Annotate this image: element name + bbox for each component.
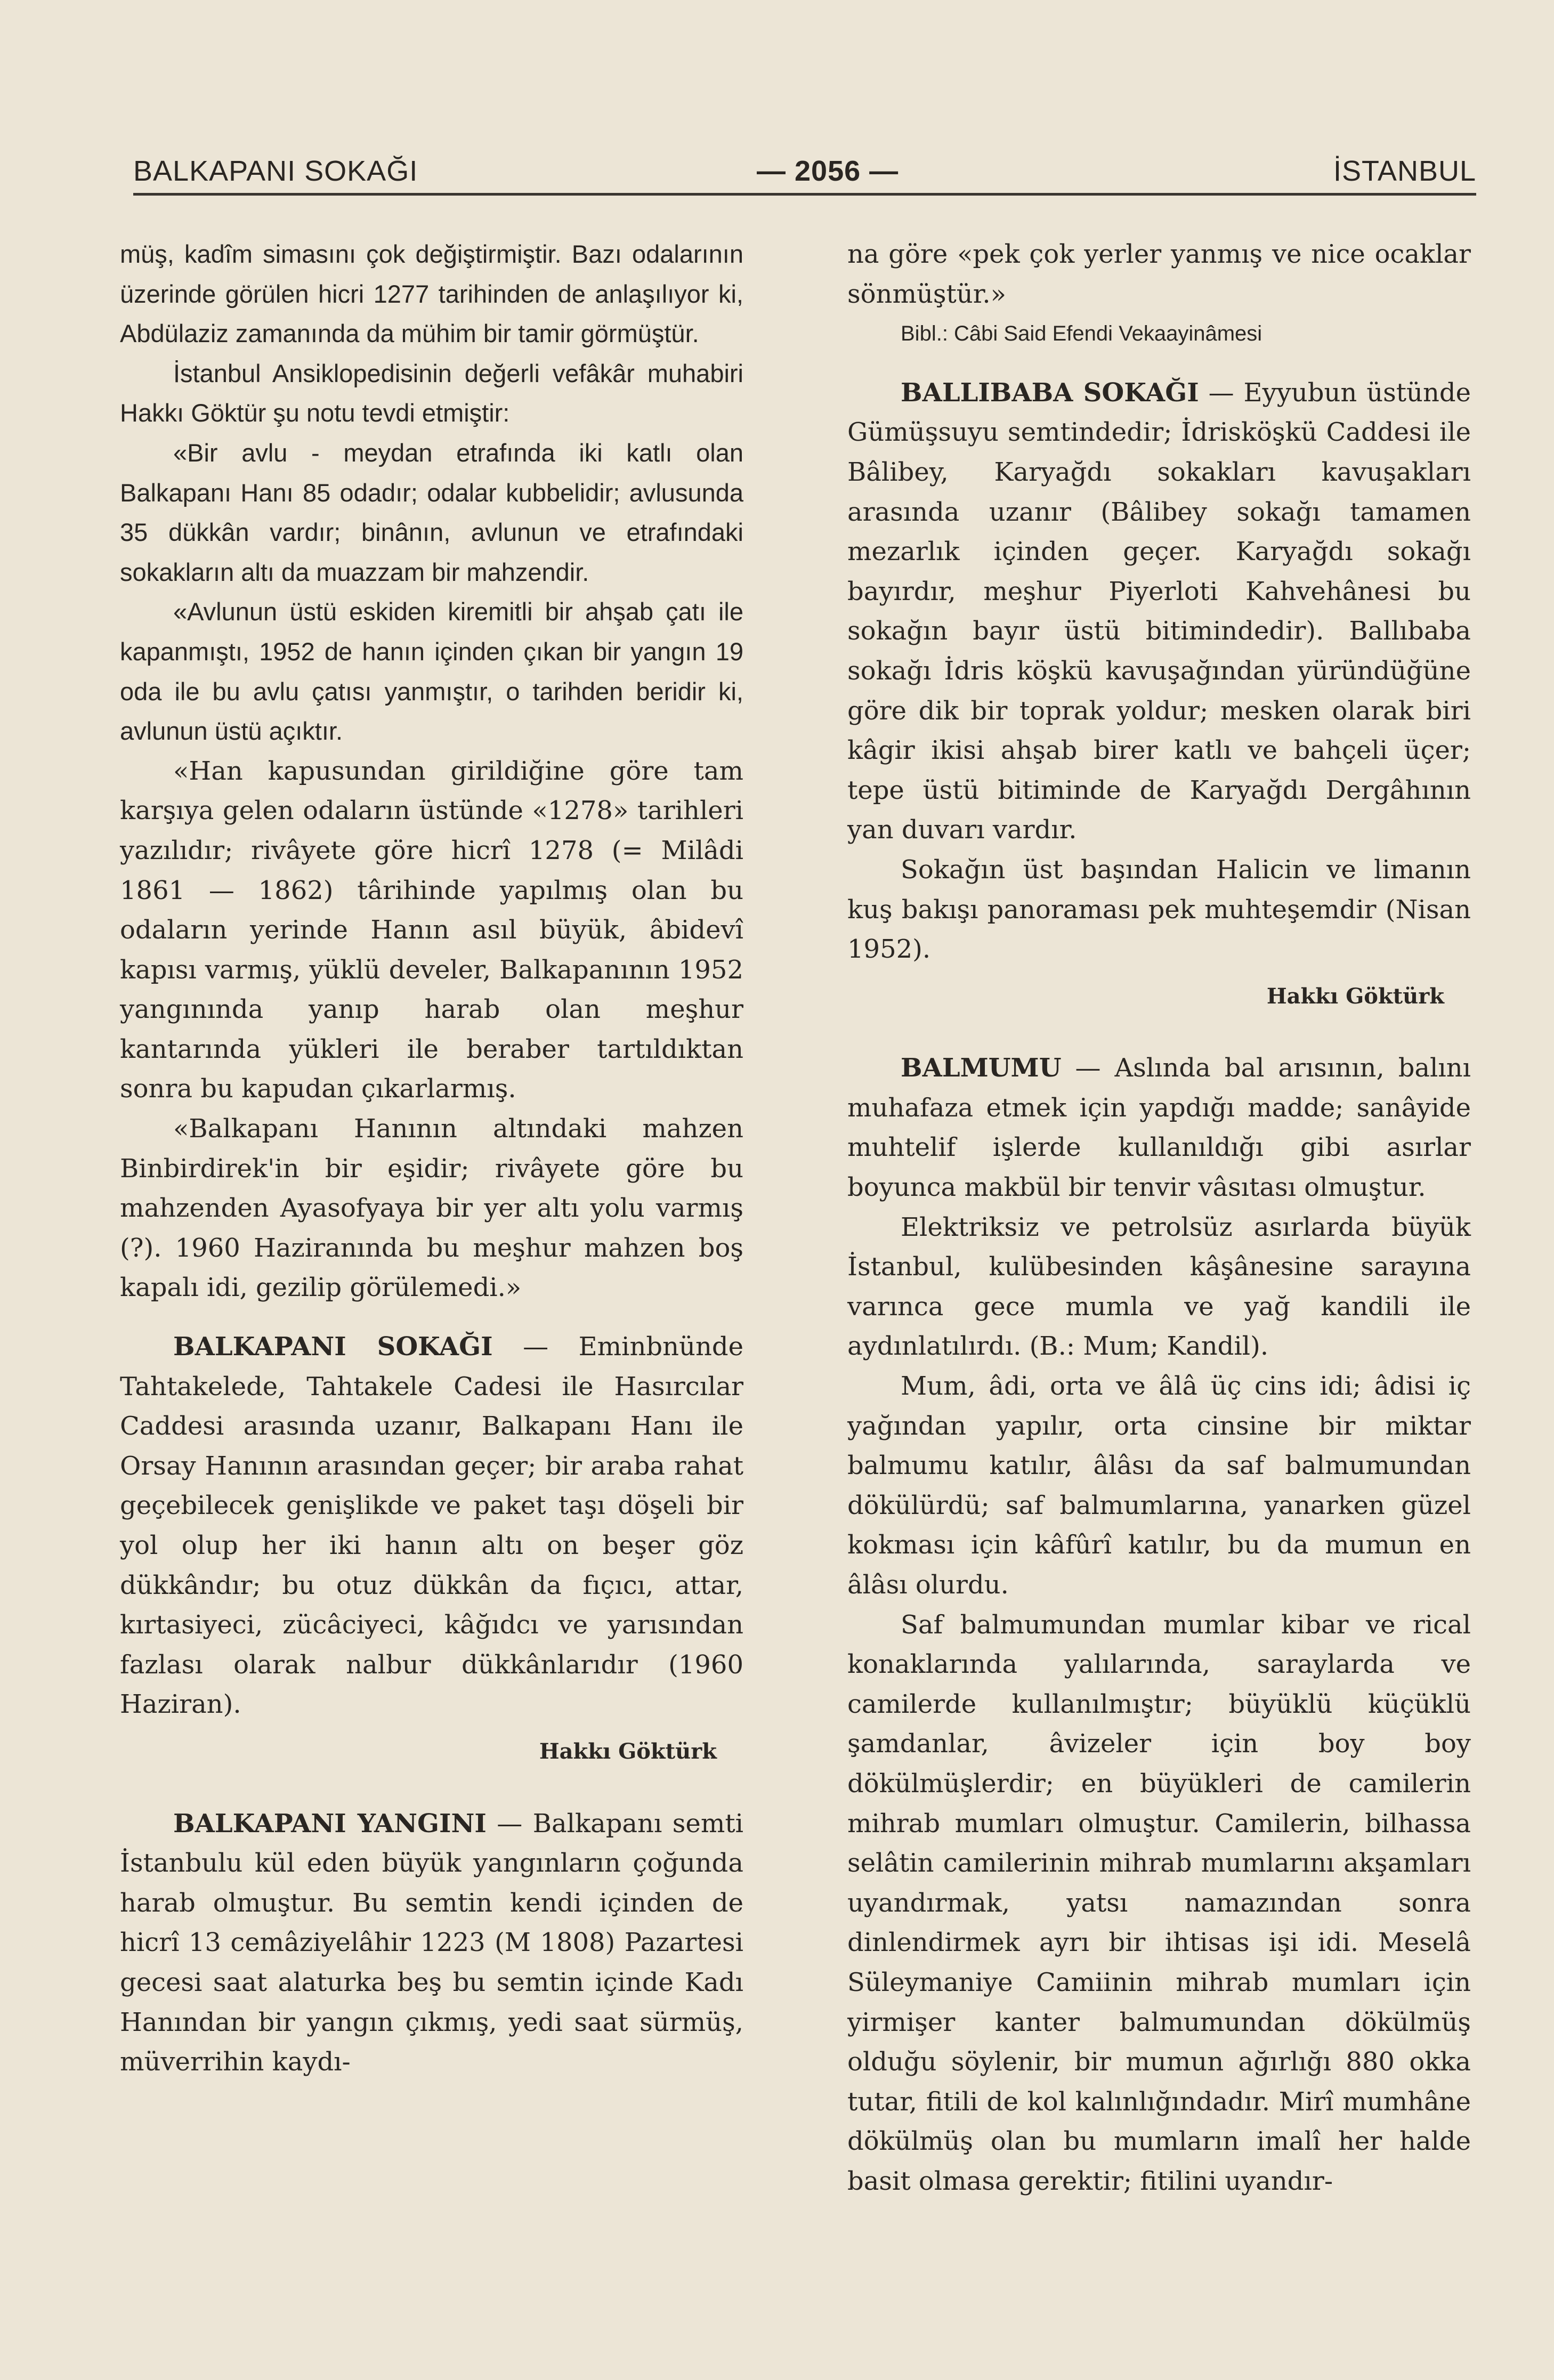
entry-body: — Eminbnünde Tahtakelede, Tahtakele Cadesi ile Hasırcılar Caddesi arasında uzanır, Balkapanı Hanı ile Orsay Hanının arasından geçer; bir araba rahat geçebilecek genişlikde ve paket taşı döşeli bir yol olup her iki hanın altı on beşer göz dükkândır; bu otuz dükkân da fıçıcı, attar, kırtasiyeci, zücâciyeci, kâğıdcı ve yarısından fazlası olarak nalbur dükkânlarıdır (1960 Haziran). <box>120 1332 743 1720</box>
entry-headword: BALLIBABA SOKAĞI <box>901 377 1199 408</box>
entry-headword: BALKAPANI YANGINI <box>173 1808 487 1839</box>
quote-paragraph: «Han kapusundan girildiğine göre tam karşıya gelen odaların üstünde «1278» tarihleri yazılıdır; rivâyete göre hicrî 1278 (= Milâdi 1861 — 1862) târihinde yapılmış olan bu odaların yerinde Hanın asıl büyük, âbidevî kapısı varmış, yüklü develer, Balkapanının 1952 yangınında yanıp harab olan meşhur kantarında yükleri ile beraber tartıldıktan sonra bu kapudan çıkarlarmış. <box>120 756 743 1104</box>
author-signature: Hakkı Göktürk <box>1266 983 1444 1009</box>
quote-paragraph: «Avlunun üstü eskiden kiremitli bir ahşab çatı ile kapanmıştı, 1952 de hanın içinden çıkan bir yangın 19 oda ile bu avlu çatısı yanmıştır, o tarihden beridir ki, avlunun üstü açıktır. <box>120 597 743 746</box>
entry-headword: BALMUMU <box>901 1053 1062 1083</box>
paragraph: Saf balmumundan mumlar kibar ve rical konaklarında yalılarında, saraylarda ve camilerde kullanılmıştır; büyüklü küçüklü şamdanlar, âvizeler için boy boy dökülmüşlerdir; en büyükleri de camilerin mihrab mumları olmuştur. Camilerin, bilhassa selâtin camilerinin mihrab mumlarını akşamları uyandırmak, yatsı namazından sonra dinlendirmek ayrı bir ihtisas işi idi. Meselâ Süleymaniye Camiinin mihrab mumları için yirmişer kanter balmumundan dökülmüş olduğu söylenir, bir mumun ağırlığı 880 okka tutar, fitili de kol kalınlığındadır. Mirî mumhâne dökülmüş olan bu mumların imalî her halde basit olmasa gerektir; fitilini uyandır- <box>847 1609 1471 2196</box>
header-section-title: BALKAPANI SOKAĞI <box>133 155 418 187</box>
author-signature: Hakkı Göktürk <box>539 1738 717 1764</box>
entry-headword: BALKAPANI SOKAĞI <box>173 1332 493 1362</box>
paragraph: Elektriksiz ve petrolsüz asırlarda büyük İstanbul, kulübesinden kâşânesine sarayına varınca gece mumla ve yağ kandili ile aydınlatılırdı. (B.: Mum; Kandil). <box>847 1212 1471 1362</box>
right-column <box>847 234 1471 2201</box>
bibliography: Bibl.: Câbi Said Efendi Vekaayinâmesi <box>901 322 1262 346</box>
paragraph: Mum, âdi, orta ve âlâ üç cins idi; âdisi iç yağından yapılır, orta cinsine bir miktar balmumu katılır, âlâsı da saf balmumundan dökülürdü; saf balmumlarına, yanarken güzel kokması için kâfûrî katılır, bu da mumun en âlâsı olurdu. <box>847 1371 1471 1600</box>
left-column <box>120 234 743 2082</box>
header-rule <box>133 193 1476 196</box>
entry-body: — Aslında bal arısının, balını muhafaza etmek için yapdığı madde; sanâyide muhtelif işlerde kullanıldığı gibi asırlar boyunca makbül bir tenvir vâsıtası olmuştur. <box>847 1053 1471 1203</box>
paragraph: müş, kadîm simasını çok değiştirmiştir. Bazı odalarının üzerinde görülen hicri 1277 tarihinden de anlaşılıyor ki, Abdülaziz zamanında da mühim bir tamir görmüştür. <box>120 240 743 348</box>
entry-ballibaba-sokagi <box>847 373 1471 850</box>
entry-balmumu <box>847 1048 1471 1207</box>
entry-body: — Balkapanı semti İstanbulu kül eden büyük yangınların çoğunda harab olmuştur. Bu semtin kendi içinden de hicrî 13 cemâziyelâhir 1223 (M 1808) Pazartesi gecesi saat alaturka beş bu semtin içinde Kadı Hanından bir yangın çıkmış, yedi saat sürmüş, müverrihin kaydı- <box>120 1808 743 2077</box>
running-header <box>133 155 1476 197</box>
quote-paragraph: «Balkapanı Hanının altındaki mahzen Binbirdirek'in bir eşidir; rivâyete göre bu mahzenden Ayasofyaya bir yer altı yolu varmış (?). 1960 Haziranında bu meşhur mahzen boş kapalı idi, gezilip görülemedi.» <box>120 1114 743 1303</box>
entry-body: — Eyyubun üstünde Gümüşsuyu semtindedir; İdrisköşkü Caddesi ile Bâlibey, Karyağdı sokakları kavuşakları arasında uzanır (Bâlibey sokağı tamamen mezarlık içinden geçer. Karyağdı sokağı bayırdır, meşhur Piyerloti Kahvehânesi bu sokağın bayır üstü bitimindedir). Ballıbaba sokağı İdris köşkü kavuşağından yüründüğüne göre dik bir toprak yoldur; mesken olarak biri kâgir ikisi ahşab birer katlı ve bahçeli üçer; tepe üstü bitiminde de Karyağdı Dergâhının yan duvarı vardır. <box>847 377 1471 845</box>
entry-balkapani-yangini <box>120 1804 743 2082</box>
paragraph: İstanbul Ansiklopedisinin değerli vefâkâr muhabiri Hakkı Göktür şu notu tevdi etmiştir: <box>120 359 743 427</box>
paragraph: Sokağın üst başından Halicin ve limanın kuş bakışı panoraması pek muhteşemdir (Nisan 1952). <box>847 854 1471 965</box>
entry-balkapani-sokagi <box>120 1327 743 1725</box>
header-volume-title: İSTANBUL <box>1333 155 1476 187</box>
page-number: — 2056 — <box>757 155 899 187</box>
quote-paragraph: «Bir avlu - meydan etrafında iki katlı olan Balkapanı Hanı 85 odadır; odalar kubbelidir; avlusunda 35 dükkân vardır; binânın, avlunun ve etrafındaki sokakların altı da muazzam bir mahzendir. <box>120 438 743 586</box>
paragraph: na göre «pek çok yerler yanmış ve nice ocaklar sönmüştür.» <box>847 239 1471 309</box>
